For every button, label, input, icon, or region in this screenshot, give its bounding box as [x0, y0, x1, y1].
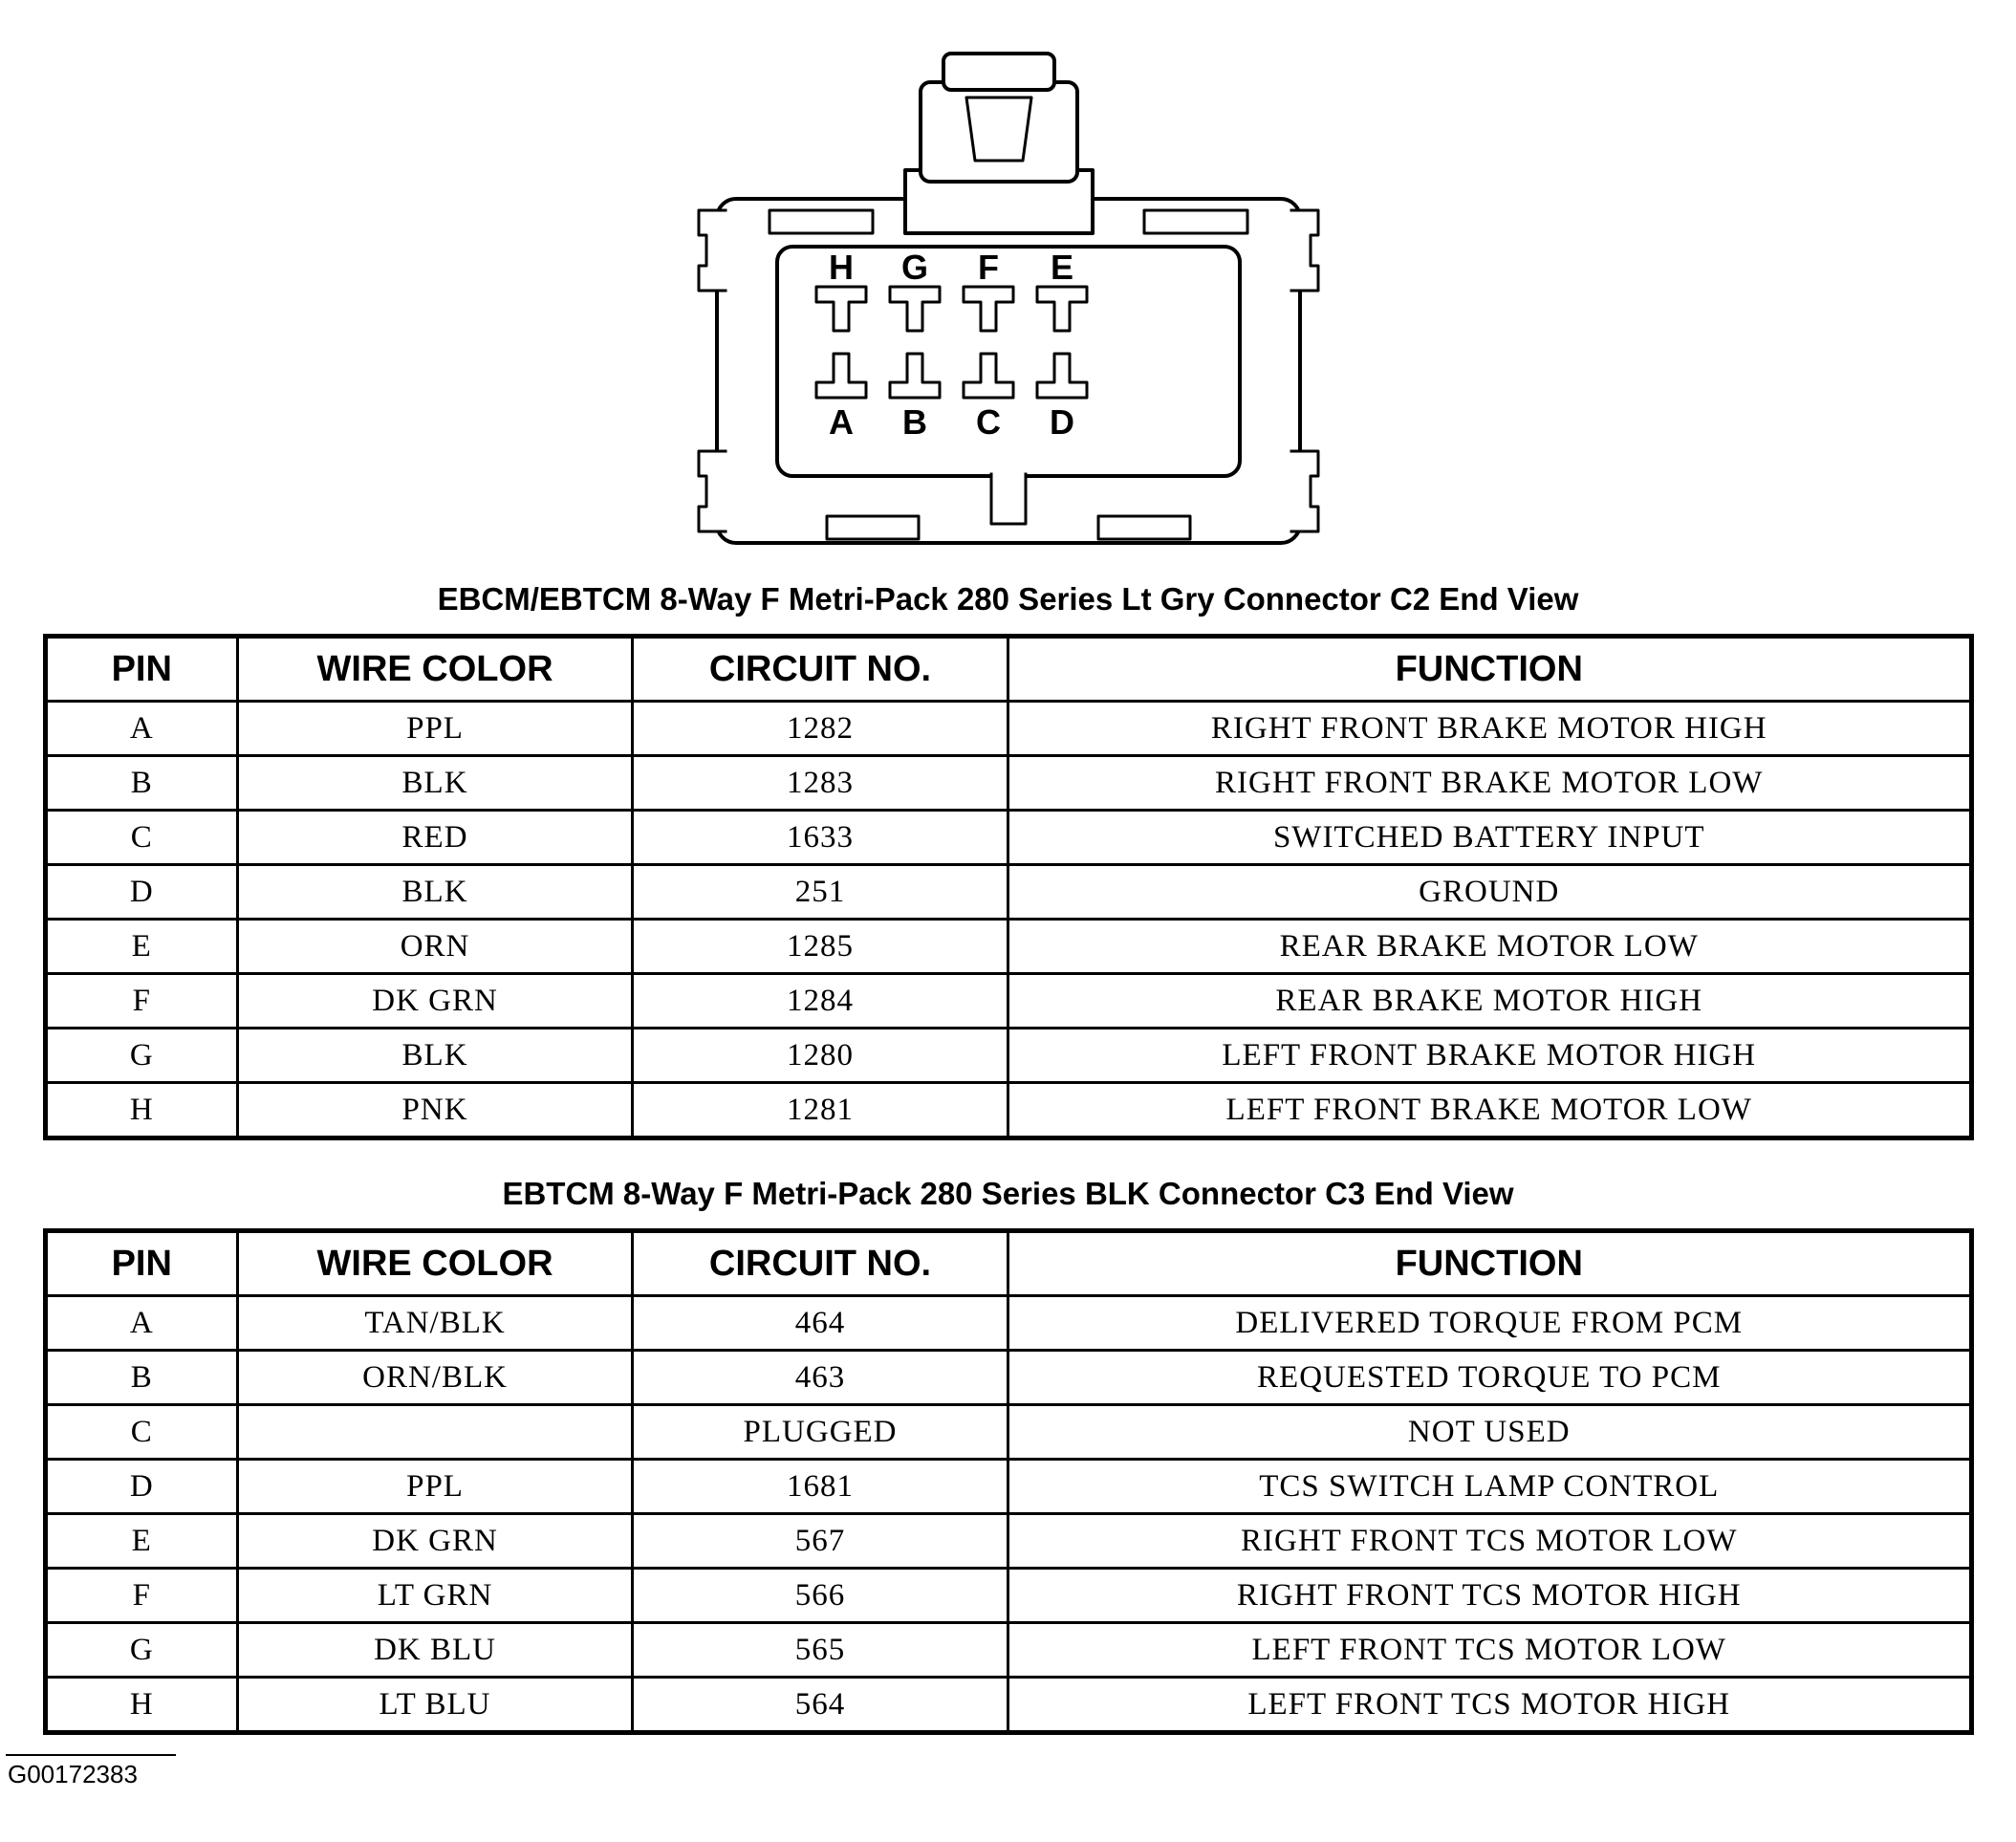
top-slot-right: [1144, 210, 1247, 233]
caption-connector-c2: EBCM/EBTCM 8-Way F Metri-Pack 280 Series Lt Gry Connector C2 End View: [437, 581, 1579, 617]
bottom-slot-right: [1098, 516, 1190, 539]
table-cell: LT GRN: [238, 1569, 633, 1623]
table-cell: D: [45, 865, 238, 920]
pin-label-G: G: [900, 248, 928, 287]
table-cell: C: [45, 1405, 238, 1460]
table-cell: BLK: [238, 865, 633, 920]
table-cell: F: [45, 1569, 238, 1623]
table-cell: 1681: [633, 1460, 1008, 1514]
caption-connector-c3: EBTCM 8-Way F Metri-Pack 280 Series BLK Connector C3 End View: [502, 1176, 1514, 1211]
table-cell: RIGHT FRONT BRAKE MOTOR LOW: [1008, 756, 1971, 811]
header-function: FUNCTION: [1008, 637, 1971, 702]
table-cell: PPL: [238, 702, 633, 756]
connector-ear-top-left: [699, 210, 726, 291]
table-cell: TCS SWITCH LAMP CONTROL: [1008, 1460, 1971, 1514]
pin-label-A: A: [828, 402, 854, 442]
table-cell: PNK: [238, 1083, 633, 1138]
table-row: [45, 811, 1971, 865]
latch-cap: [943, 54, 1054, 90]
header-pin: PIN: [45, 637, 238, 702]
table-row: [45, 1296, 1971, 1351]
table-cell: LEFT FRONT TCS MOTOR LOW: [1008, 1623, 1971, 1678]
table-row: [45, 1405, 1971, 1460]
table-cell: 565: [633, 1623, 1008, 1678]
table-cell: G: [45, 1623, 238, 1678]
pin-label-D: D: [1049, 402, 1074, 442]
table-cell: DK GRN: [238, 974, 633, 1029]
table-cell: E: [45, 920, 238, 974]
table-row: [45, 702, 1971, 756]
header-row: [45, 1231, 1971, 1296]
table-cell: RIGHT FRONT BRAKE MOTOR HIGH: [1008, 702, 1971, 756]
table-cell: 1284: [633, 974, 1008, 1029]
table-body-c2: [45, 702, 1971, 1138]
connector-ear-bottom-right: [1291, 451, 1318, 531]
header-row: [45, 637, 1971, 702]
table-cell: SWITCHED BATTERY INPUT: [1008, 811, 1971, 865]
table-cell: LT BLU: [238, 1678, 633, 1733]
table-cell: 1633: [633, 811, 1008, 865]
table-cell: 463: [633, 1351, 1008, 1405]
header-circuit-no: CIRCUIT NO.: [633, 1231, 1008, 1296]
table-cell: BLK: [238, 756, 633, 811]
table-cell: PLUGGED: [633, 1405, 1008, 1460]
table-row: [45, 865, 1971, 920]
header-wire-color: WIRE COLOR: [238, 637, 633, 702]
pin-table-c3: [43, 1228, 1974, 1735]
table-row: [45, 1623, 1971, 1678]
table-cell: E: [45, 1514, 238, 1569]
table-cell: 1281: [633, 1083, 1008, 1138]
table-cell: NOT USED: [1008, 1405, 1971, 1460]
table-cell: B: [45, 1351, 238, 1405]
pin-label-E: E: [1050, 248, 1073, 287]
bottom-channel: [991, 474, 1026, 524]
header-pin: PIN: [45, 1231, 238, 1296]
table-body-c3: [45, 1296, 1971, 1733]
table-cell: 564: [633, 1678, 1008, 1733]
table-cell: ORN: [238, 920, 633, 974]
table-row: [45, 1083, 1971, 1138]
table-cell: H: [45, 1678, 238, 1733]
pin-label-H: H: [828, 248, 854, 287]
table-row: [45, 1514, 1971, 1569]
table-cell: D: [45, 1460, 238, 1514]
table-cell: G: [45, 1029, 238, 1083]
table-cell: ORN/BLK: [238, 1351, 633, 1405]
pin-label-C: C: [975, 402, 1001, 442]
table-cell: RIGHT FRONT TCS MOTOR LOW: [1008, 1514, 1971, 1569]
table-cell: RIGHT FRONT TCS MOTOR HIGH: [1008, 1569, 1971, 1623]
table-cell: A: [45, 702, 238, 756]
table-cell: DK BLU: [238, 1623, 633, 1678]
table-cell: REAR BRAKE MOTOR HIGH: [1008, 974, 1971, 1029]
table-row: [45, 1351, 1971, 1405]
table-cell: GROUND: [1008, 865, 1971, 920]
table-row: [45, 974, 1971, 1029]
table-cell: [238, 1405, 633, 1460]
header-function: FUNCTION: [1008, 1231, 1971, 1296]
table-row: [45, 920, 1971, 974]
pin-table-c2: [43, 634, 1974, 1140]
top-slot-left: [770, 210, 873, 233]
table-cell: 1285: [633, 920, 1008, 974]
bottom-slot-left: [827, 516, 919, 539]
table-row: [45, 756, 1971, 811]
table-cell: LEFT FRONT TCS MOTOR HIGH: [1008, 1678, 1971, 1733]
table-cell: DELIVERED TORQUE FROM PCM: [1008, 1296, 1971, 1351]
table-row: [45, 1460, 1971, 1514]
table-cell: REQUESTED TORQUE TO PCM: [1008, 1351, 1971, 1405]
table-cell: 1280: [633, 1029, 1008, 1083]
connector-diagram: [693, 46, 1324, 567]
table-cell: LEFT FRONT BRAKE MOTOR HIGH: [1008, 1029, 1971, 1083]
connector-figure: [0, 0, 2016, 567]
figure-id: G00172383: [6, 1754, 176, 1789]
pin-label-B: B: [901, 402, 927, 442]
table-cell: BLK: [238, 1029, 633, 1083]
table-cell: 1282: [633, 702, 1008, 756]
table-cell: A: [45, 1296, 238, 1351]
header-wire-color: WIRE COLOR: [238, 1231, 633, 1296]
pin-label-F: F: [977, 248, 999, 287]
table-cell: 567: [633, 1514, 1008, 1569]
table-cell: TAN/BLK: [238, 1296, 633, 1351]
table-cell: 251: [633, 865, 1008, 920]
table-cell: H: [45, 1083, 238, 1138]
table-row: [45, 1029, 1971, 1083]
table-cell: REAR BRAKE MOTOR LOW: [1008, 920, 1971, 974]
table-row: [45, 1569, 1971, 1623]
table-cell: F: [45, 974, 238, 1029]
connector-ear-top-right: [1291, 210, 1318, 291]
table-row: [45, 1678, 1971, 1733]
table-cell: DK GRN: [238, 1514, 633, 1569]
table-cell: RED: [238, 811, 633, 865]
connector-ear-bottom-left: [699, 451, 726, 531]
table-cell: PPL: [238, 1460, 633, 1514]
table-cell: 566: [633, 1569, 1008, 1623]
table-cell: 1283: [633, 756, 1008, 811]
header-circuit-no: CIRCUIT NO.: [633, 637, 1008, 702]
table-cell: 464: [633, 1296, 1008, 1351]
table-cell: B: [45, 756, 238, 811]
table-cell: C: [45, 811, 238, 865]
table-cell: LEFT FRONT BRAKE MOTOR LOW: [1008, 1083, 1971, 1138]
